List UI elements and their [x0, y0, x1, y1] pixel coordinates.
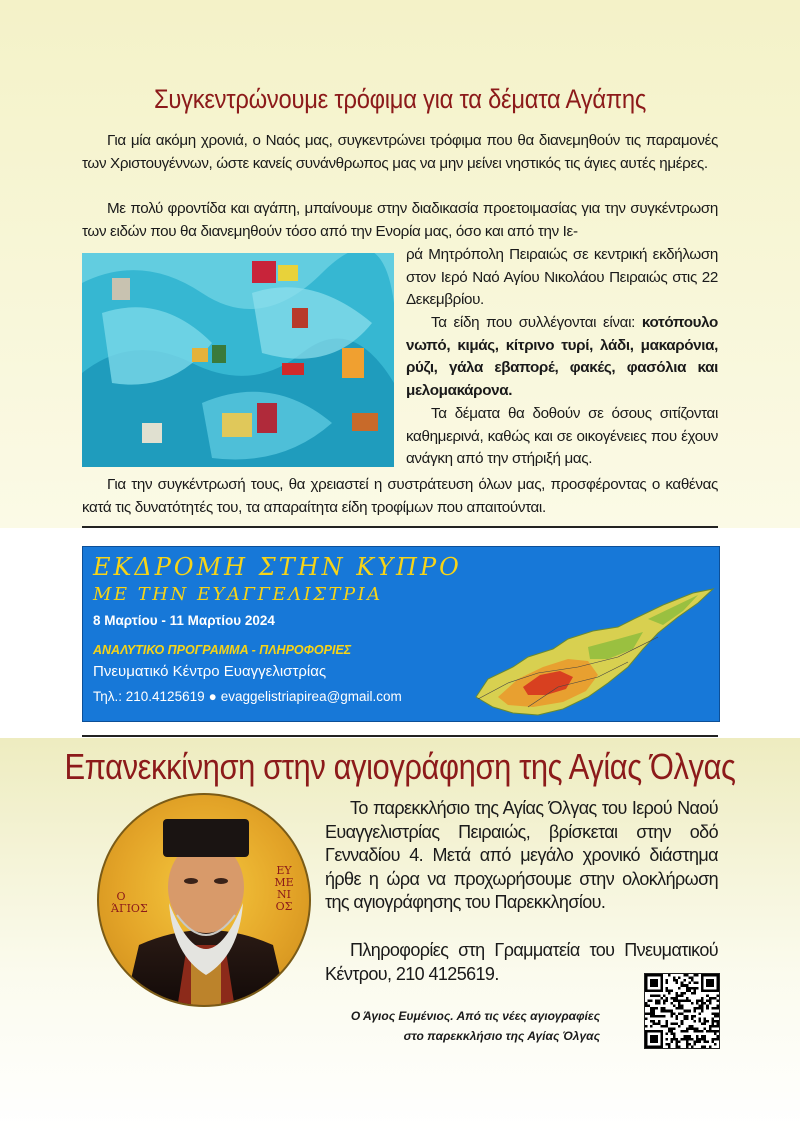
section1-title: Συγκεντρώνουμε τρόφιμα για τα δέματα Αγάπης: [153, 84, 647, 114]
section1-paragraph-4: [406, 312, 718, 402]
cyprus-map-icon: [468, 587, 718, 722]
section1-paragraph-3: ρά Μητρόπολη Πειραιώς σε κεντρική εκδήλωση στον Ιερό Ναό Αγίου Νικολάου Πειραιώς στις 22 Δεκεμβρίου.: [406, 246, 718, 309]
section2-paragraph-1: Το παρεκκλήσιο της Αγίας Όλγας του Ιερού Ναού Ευαγγελιστρίας Πειραιώς, βρίσκεται στην οδό Γενναδίου 4. Μετά από μεγάλο χρονικό διάστημα ήρθε η ώρα να προχωρήσουμε στην ολοκλήρωση της αγιογράφησης του Παρεκκλησίου.: [325, 798, 718, 913]
caption-line-2: στο παρεκκλήσιο της Αγίας Όλγας: [403, 1029, 600, 1043]
food-bags-photo: [82, 253, 394, 467]
icon-inscription-right: ΕΥΜΕΝΙΟΣ: [274, 864, 294, 913]
banner-contact: [93, 689, 402, 704]
divider-bottom: [82, 735, 718, 737]
section1-paragraph-1: Για μία ακόμη χρονιά, ο Ναός μας, συγκεντρώνει τρόφιμα που θα διανεμηθούν τις παραμονές των Χριστουγέννων, ώστε κανείς συνάνθρωπος μας να μην μείνει νηστικός τις άγιες αυτές ημέρες.: [82, 132, 718, 172]
cyprus-trip-banner: [82, 546, 720, 722]
items-list: κοτόπουλο νωπό, κιμάς, κίτρινο τυρί, λάδι, μακαρόνια, ρύζι, γάλα εβαπορέ, φακές, φασόλια και μελομακάρονα.: [406, 314, 718, 399]
section2-paragraph-2: Πληροφορίες στη Γραμματεία του Πνευματικού Κέντρου, 210 4125619.: [325, 940, 718, 984]
saint-icon-image: [97, 793, 311, 1007]
caption-line-1: Ο Άγιος Ευμένιος. Από τις νέες αγιογραφίες: [350, 1009, 600, 1023]
icon-inscription-left: Ο ΆΓΙΟΣ: [111, 890, 148, 915]
banner-subtitle: ΜΕ ΤΗΝ ΕΥΑΓΓΕΛΙΣΤΡΙΑ: [93, 584, 383, 605]
section1-paragraph-5: Τα δέματα θα δοθούν σε όσους σιτίζονται καθημερινά, καθώς και σε οικογένειες που έχουν ανάγκη από την στήριξή μας.: [406, 405, 718, 468]
section2-title: Επανεκκίνηση στην αγιογράφηση της Αγίας Όλγας: [64, 746, 736, 787]
banner-center: Πνευματικό Κέντρο Ευαγγελιστρίας: [93, 663, 327, 680]
icon-caption: [290, 1006, 600, 1046]
banner-phone: Τηλ.: 210.4125619: [93, 689, 205, 704]
banner-info: ΑΝΑΛΥΤΙΚΟ ΠΡΟΓΡΑΜΜΑ - ΠΛΗΡΟΦΟΡΙΕΣ: [93, 643, 352, 657]
separator-dot: ●: [208, 689, 217, 704]
section1-paragraph-2: Με πολύ φροντίδα και αγάπη, μπαίνουμε στην διαδικασία προετοιμασίας για την συγκέντρωση των ειδών που θα διανεμηθούν τόσο από την Ενορία μας, όσο και από την Ιε-: [82, 200, 718, 240]
section1-paragraph-6: Για την συγκέντρωσή τους, θα χρειαστεί η συστράτευση όλων μας, προσφέροντας ο καθένας κατά τις δυνατότητές του, τα απαραίτητα είδη τροφίμων που απαιτούνται.: [82, 476, 718, 516]
banner-email[interactable]: evaggelistriapirea@gmail.com: [220, 689, 402, 704]
qr-code-icon[interactable]: [644, 973, 720, 1049]
banner-dates: 8 Μαρτίου - 11 Μαρτίου 2024: [93, 613, 275, 628]
divider-top: [82, 526, 718, 528]
banner-title: ΕΚΔΡΟΜΗ ΣΤΗΝ ΚΥΠΡΟ: [93, 553, 462, 581]
items-intro: Τα είδη που συλλέγονται είναι:: [431, 314, 642, 331]
